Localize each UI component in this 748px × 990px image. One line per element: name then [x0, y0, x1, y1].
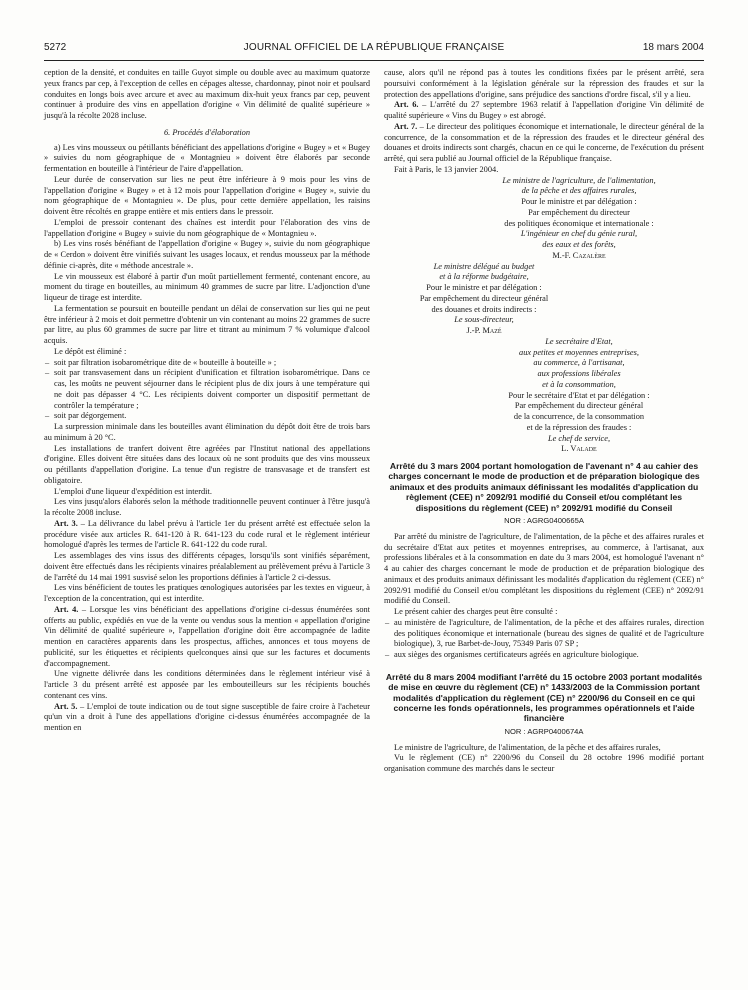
- issue-date: 18 mars 2004: [642, 42, 704, 53]
- article-4: [44, 605, 370, 670]
- signature-line: Pour le ministre et par délégation :: [426, 283, 542, 292]
- signature-line: et à la réforme budgétaire,: [439, 272, 529, 282]
- signature-line: de la concurrence, de la consommation: [513, 412, 645, 421]
- paragraph: a) Les vins mousseux ou pétillants bénéficiant des appellations d'origine « Bugey » et « Bugey » suivies du nom géographique de « Montagnieu » doivent être élaborés par seconde fermentation en bouteille à l'intérieur de l'aire d'appellation.: [44, 142, 370, 173]
- signature-block-agriculture: [454, 176, 704, 262]
- signature-line: des politiques économique et internationale :: [504, 218, 654, 228]
- paragraph: Les vins jusqu'alors élaborés selon la méthode traditionnelle peuvent continuer à l'être jusqu'à la récolte 2008 incluse.: [44, 497, 370, 517]
- list-item: – aux sièges des organismes certificateurs agréés en agriculture biologique.: [384, 650, 704, 661]
- list-item: – au ministère de l'agriculture, de l'alimentation, de la pêche et des affaires rurales, direction des politiques économique et internationale (bureau des signes de qualité et de l'agriculture biologique), 3, rue Barbet-de-Jouy, 75349 Paris 07 SP ;: [384, 618, 704, 650]
- article-text: – La délivrance du label prévu à l'article 1er du présent arrêté est effectuée selon la procédure visée aux articles R. 641-120 à R. 641-123 du code rural et le règlement intérieur homologué d'après les termes de l'article R. 641-122 du code rural.: [44, 518, 370, 550]
- page-header: [44, 42, 704, 58]
- paragraph: La surpression minimale dans les bouteilles avant élimination du dépôt doit être de trois bars au minimum à 20 °C.: [44, 422, 370, 442]
- paragraph: Leur durée de conservation sur lies ne peut être inférieure à 9 mois pour les vins de l'appellation d'origine « Bugey » et à 12 mois pour l'appellation d'origine « Bugey », suivie du nom géographique de « Montagnieu ». De plus, pour cette dernière appellation, les raisins doivent être récoltés en grappe entière et mis entiers dans le pressoir.: [44, 174, 370, 216]
- list-item: – soit par filtration isobarométrique dite de « bouteille à bouteille » ;: [44, 358, 370, 369]
- signature-line: Le ministre de l'agriculture, de l'alimentation,: [502, 175, 656, 185]
- article-label: Art. 4.: [54, 604, 79, 614]
- spacer: [384, 661, 704, 666]
- signature-line: et de la répression des fraudes :: [526, 422, 632, 432]
- decree-title: Arrêté du 8 mars 2004 modifiant l'arrêté du 15 octobre 2003 portant modalités de mise en œuvre du règlement (CE) n° 1433/2003 de la Commission portant modalités d'application du règlement (CE) n° 2200/96 du Conseil en ce qui concerne les fonds opérationnels, les programmes opérationnels et l'aide financière: [385, 671, 703, 724]
- paragraph: Vu le règlement (CE) n° 2200/96 du Conseil du 28 octobre 1996 modifié portant organisation commune des marchés dans le secteur: [384, 753, 704, 774]
- paragraph: L'emploi d'une liqueur d'expédition est interdit.: [54, 486, 212, 496]
- right-column: [384, 68, 704, 775]
- article-3: [44, 519, 370, 551]
- signature-line: Le ministre délégué au budget: [433, 261, 535, 271]
- signature-line: Le secrétaire d'Etat,: [545, 336, 613, 346]
- paragraph: ception de la densité, et conduites en taille Guyot simple ou double avec au maximum quatorze yeux francs par cep, à l'exception de celles en cépages altesse, chardonnay, pinot noir et poulsard conduites en longs bois avec arcure et avec au maximum dix-huit yeux francs par cep, peuvent continuer à produire des vins en appellation d'origine « Vin délimité de qualité supérieure » jusqu'à la récolte 2028 incluse.: [44, 68, 370, 120]
- article-7: [384, 122, 704, 165]
- signature-line: aux professions libérales: [537, 369, 621, 378]
- signature-line: au commerce, à l'artisanat,: [533, 358, 625, 368]
- header-rule: [44, 60, 704, 61]
- paragraph: Les vins bénéficient de toutes les pratiques œnologiques autorisées par les textes en vigueur, à l'exception de la concentration, qui est interdite.: [44, 583, 370, 603]
- decree-title: Arrêté du 3 mars 2004 portant homologation de l'avenant n° 4 au cahier des charges concernant le mode de production et de préparation biologique des animaux et des produits animaux définissant les modalités d'application du règlement (CEE) n° 2092/91 modifié du Conseil et/ou complétant les dispositions du règlement (CEE) n° 2092/91 modifié du Conseil: [388, 461, 700, 513]
- nor-reference: NOR : AGRP0400674A: [504, 726, 584, 736]
- paragraph: La fermentation se poursuit en bouteille pendant un délai de conservation sur lies qui ne peut être inférieur à 2 mois et doit permettre d'obtenir un vin contenant au moins 22 grammes de sucre par litre, au plus 60 grammes de sucre par litre et titrant au minimum 7 % volumique d'alcool acquis.: [44, 303, 370, 345]
- article-label: Art. 7.: [394, 121, 418, 131]
- signature-line: Par empêchement du directeur: [528, 207, 630, 217]
- signature-line: Le chef de service,: [547, 433, 611, 443]
- paragraph: Les installations de tranfert doivent être agréées par l'Institut national des appellations d'origine. Elles doivent être situées dans des locaux où ne sont produits que des vins mousseux ou pétillants d'appellation d'origine. La tenue d'un registre de transvasage et de transfert est obligatoire.: [44, 443, 370, 485]
- signature-line: Le sous-directeur,: [454, 315, 514, 325]
- signature-line: Pour le secrétaire d'Etat et par délégation :: [508, 390, 650, 400]
- journal-title: JOURNAL OFFICIEL DE LA RÉPUBLIQUE FRANÇAISE: [243, 42, 505, 53]
- paragraph: Par arrêté du ministre de l'agriculture, de l'alimentation, de la pêche et des affaires rurales et du secrétaire d'Etat aux petites et moyennes entreprises, au commerce, à l'artisanat, aux professions libérales et à la consommation en date du 3 mars 2004, est homologué l'avenant n° 4 au cahier des charges concernant le mode de production et de préparation biologique des animaux et des produits animaux définissant les modalités d'application du règlement (CEE) n° 2092/91 modifié du Conseil et/ou complétant les dispositions du règlement (CEE) n° 2092/91 modifié du Conseil.: [384, 531, 704, 606]
- signatory-name: M.-F. Cazalère: [552, 250, 606, 260]
- article-6: [384, 100, 704, 122]
- article-text: – Lorsque les vins bénéficiant des appellations d'origine ci-dessus énumérées sont offerts au public, expédiés en vue de la vente ou vendus sous la mention « appellation d'origine Vin délimité de qualité supérieure », l'appellation d'origine doit être accompagnée de ladite mention en caractères apparents dans les prospectus, affiches, annonces et tous moyens de publicité, sur les étiquettes et récipients quelconques ainsi que sur les factures et documents d'accompagnement.: [44, 604, 370, 668]
- signature-line: Par empêchement du directeur général: [514, 401, 644, 411]
- paragraph: Une vignette délivrée dans les conditions déterminées dans le règlement intérieur visé à l'article 3 du présent arrêté est apposée par les embouteilleurs sur les récipients bouchés contenant ces vins.: [44, 669, 370, 700]
- article-label: Art. 5.: [54, 701, 78, 711]
- paragraph: b) Les vins rosés bénéfiant de l'appellation d'origine « Bugey », suivie du nom géographique de « Cerdon » doivent être vinifiés suivant les usages locaux, et rendus mousseux par la méthode définie ci-après, dite « méthode ancestrale ».: [44, 239, 370, 270]
- paragraph: Le vin mousseux est élaboré à partir d'un moût partiellement fermenté, contenant encore, au moment du tirage en bouteilles, au minimum 40 grammes de sucre par litre. L'adjonction d'une liqueur de tirage est interdite.: [44, 271, 370, 302]
- nor-reference: NOR : AGRG0400665A: [504, 516, 584, 526]
- paragraph: Le dépôt est éliminé :: [54, 346, 127, 356]
- signature-line: des douanes et droits indirects :: [431, 304, 537, 314]
- article-5: [44, 702, 370, 734]
- article-label: Art. 6.: [394, 100, 419, 110]
- paragraph: Les assemblages des vins issus des différents cépages, lorsqu'ils sont vinifiés séparément, doivent être effectués dans les récipients vinaires préalablement au prélèvement prévu à l'article 3 de l'arrêté du 14 mai 1991 susvisé selon les proportions définies à l'article 2 ci-dessus.: [44, 551, 370, 582]
- paragraph: Le ministre de l'agriculture, de l'alimentation, de la pêche et des affaires rurales,: [394, 742, 661, 752]
- signing-place-date: Fait à Paris, le 13 janvier 2004.: [394, 164, 499, 174]
- list-item: – soit par transvasement dans un récipient d'unification et filtration isobarométrique. Dans ce cas, les moûts ne peuvent séjourner dans le récipient plus de dix jours à une température qui ne doit pas dépasser 4 °C. Les récipients doivent comporter un dispositif permettant de contrôler la température ;: [44, 368, 370, 411]
- signature-line: Par empêchement du directeur général: [419, 293, 549, 303]
- signature-line: aux petites et moyennes entreprises,: [519, 347, 639, 357]
- paragraph: L'emploi de pressoir contenant des chaînes est interdit pour l'élaboration des vins de l'appellation d'origine « Bugey » suivie du nom géographique de « Montagnieu ».: [44, 217, 370, 238]
- signature-line: L'ingénieur en chef du génie rural,: [520, 229, 638, 239]
- signature-line: des eaux et des forêts,: [542, 240, 616, 249]
- section-heading: 6. Procédés d'élaboration: [163, 127, 251, 137]
- signature-line: de la pêche et des affaires rurales,: [521, 186, 637, 196]
- article-text: – Le directeur des politiques économique et internationale, le directeur général de la concurrence, de la consommation et de la répression des fraudes et le directeur général des douanes et droits indirects sont chargés, chacun en ce qui le concerne, de l'exécution du présent arrêté, qui sera publié au Journal officiel de la République française.: [384, 121, 705, 163]
- signature-line: Pour le ministre et par délégation :: [521, 197, 637, 206]
- page-number: 5272: [44, 42, 67, 53]
- signature-line: et à la consommation,: [542, 379, 616, 389]
- article-text: – L'emploi de toute indication ou de tout signe susceptible de faire croire à l'acheteur qu'un vin a droit à l'une des appellations d'origine ci-dessus énumérées accompagnée de la mention en: [44, 701, 371, 732]
- left-column: [44, 68, 370, 734]
- signature-block-consumption: [454, 337, 704, 455]
- paragraph: cause, alors qu'il ne répond pas à toutes les conditions fixées par le présent arrêté, sera poursuivi conformément à la législation générale sur la répression des fraudes et sur la protection des appellations d'origine, sans préjudice des sanctions d'ordre fiscal, s'il y a lieu.: [384, 68, 704, 99]
- list-item: – soit par dégorgement.: [44, 411, 370, 422]
- signatory-name: L. Valade: [561, 444, 597, 454]
- article-label: Art. 3.: [54, 518, 78, 528]
- signature-block-budget: [384, 262, 584, 337]
- article-text: – L'arrêté du 27 septembre 1963 relatif à l'appellation d'origine Vin délimité de qualité supérieure « Vins du Bugey » est abrogé.: [384, 100, 704, 120]
- signatory-name: J.-P. Mazé: [466, 326, 502, 335]
- paragraph: Le présent cahier des charges peut être consulté :: [394, 607, 558, 617]
